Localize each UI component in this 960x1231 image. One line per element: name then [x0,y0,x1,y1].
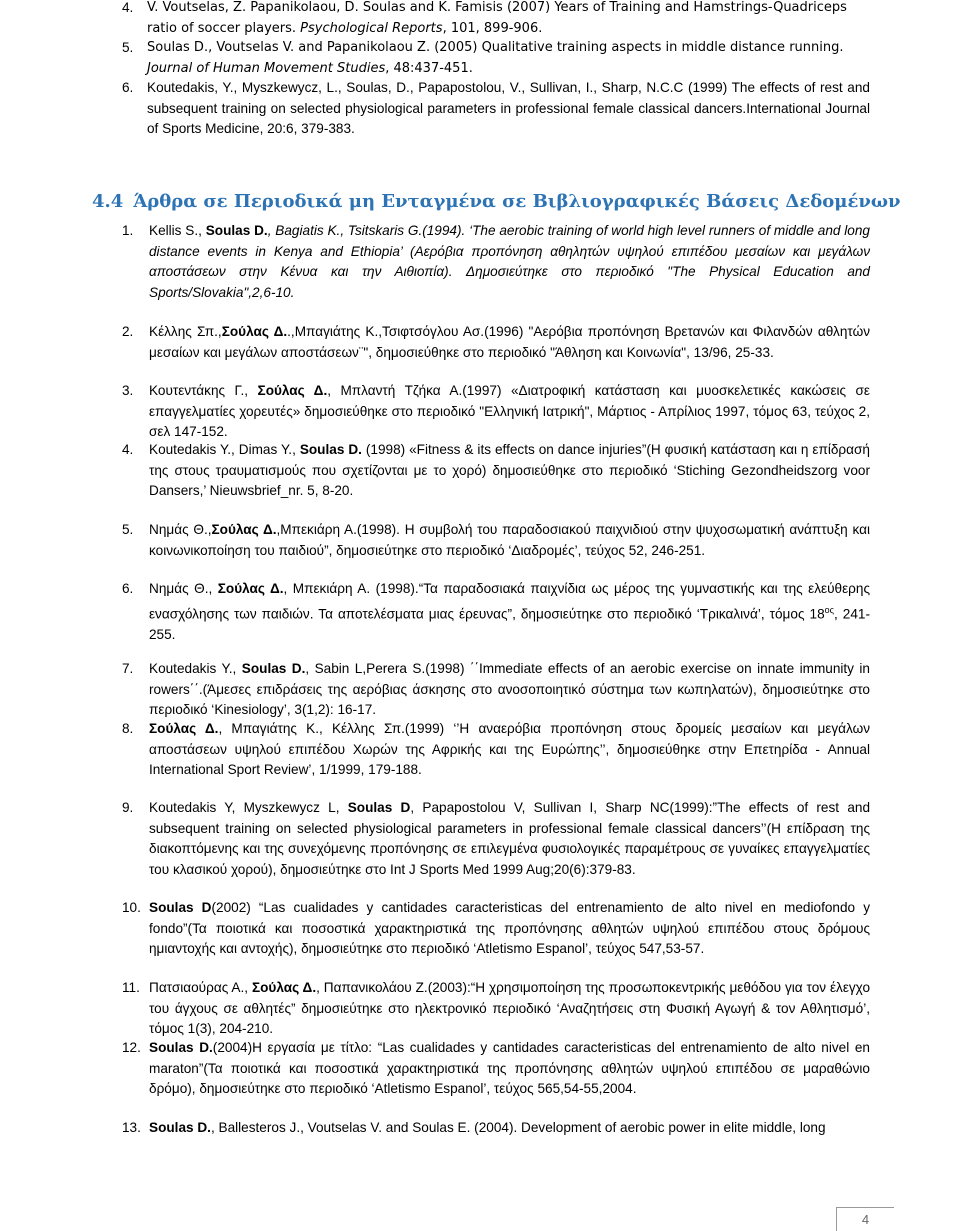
ref-author-highlight: Soulas D. [149,1120,211,1135]
ref-author-highlight: Σούλας Δ. [149,721,219,736]
ref-text: , Papapostolou V, Sullivan I, Sharp NC(1999):”The effects of rest and subsequent training on selected physiological parameters in professional female classical dancers’’(Η επίδραση της διακοπτόμενης και της συνεχόμενης προπόνησης σε επιλεγμένα φυσιολογικές παραμέτρους σε γυναίκες επαγγελματίες του κλασικού χορού), δημοσιεύτηκε στο Int J Sports Med 1999 Aug;20(6):379-83. [149,800,870,877]
ref-text: (1998) «Fitness & its effects on dance injuries”(Η φυσική κατάσταση και η επίδρασή της στους τραυματισμούς που σχετίζονται με το χορό) δημοσιεύθηκε στο περιοδικό ‘Stiching Gezondheidszorg voor Dansers,’ Nieuwsbrief_nr. 5, 8-20. [149,442,870,498]
reference-item [122,322,870,363]
ref-author-highlight: Soulas D. [149,1040,213,1055]
ref-number: 11. [122,980,140,995]
ref-body [149,579,870,645]
ref-authors: Κουτεντάκης Γ., [149,383,258,398]
ref-body [149,978,870,1040]
top-ref-4 [122,0,870,39]
ref-text: V. Voutselas, Z. Papanikolaou, D. Soulas and K. Famisis (2007) Years of Training and Hamstrings-Quadriceps ratio of soccer players. [147,0,847,36]
reference-item [122,978,870,1040]
page-number-box [836,1207,894,1231]
ref-number: 6. [122,581,134,596]
ref-tail: , 101, 899-906. [442,20,543,36]
ref-text: Soulas D., Voutselas V. and Papanikolaou Z. (2005) Qualitative training aspects in middle distance running. [147,40,844,55]
reference-item [122,520,870,561]
ref-authors: Koutedakis Y, Myszkewycz L, [149,800,348,815]
ref-text: , Ballesteros J., Voutselas V. and Soulas E. (2004). Development of aerobic power in elite middle, long [210,1120,826,1135]
ref-text: , Μπλαντή Τζήκα Α.(1997) «Διατροφική κατάσταση και μυοσκελετικές κακώσεις σε επαγγελματίες χορευτές» δημοσιεύθηκε στο περιοδικό "Ελληνική Ιατρική", Μάρτιος - Απρίλιος 1997, τόμος 63, τεύχος 2, σελ 147-152. [149,383,870,439]
ref-authors: Κέλλης Σπ., [149,324,222,339]
reference-item [122,719,870,781]
ref-number: 1. [122,223,134,238]
ref-text: , Μπεκιάρη Α. (1998).“Τα παραδοσιακά παιχνίδια ως μέρος της γυμναστικής και της ελεύθερης ενασχόλησης των παιδιών. Τα αποτελέσματα μιας έρευνας”, δημοσιεύτηκε στο περιοδικό ‘Τρικαλινά’, τόμος 18 [149,581,871,622]
ref-text: , Παπανικολάου Ζ.(2003):“Η χρησιμοποίηση της προσωποκεντρικής μεθόδου για τον έλεγχο του άγχους σε αθλητές” δημοσιεύτηκε στο ηλεκτρονικό περιοδικό ‘Αναζητήσεις στη Φυσική Αγωγή & τον Αθλητισμό’, τόμος 1(3), 204-210. [149,980,871,1036]
ref-number: 12. [122,1040,141,1055]
ref-number: 4. [122,0,134,15]
ref-author-highlight: Soulas D [347,800,411,815]
reference-item [122,1038,870,1100]
reference-item [122,440,870,502]
ref-body [149,221,870,303]
ref-tail: , 48:437-451. [385,60,473,76]
ref-superscript: ος [824,604,834,615]
ref-author-highlight: Σούλας Δ. [221,324,288,339]
ref-body [149,440,870,502]
ref-body [149,322,870,363]
ref-body [149,659,870,721]
ref-journal: Journal of Human Movement Studies [147,60,386,76]
ref-body [149,1038,870,1100]
ref-author-highlight: Soulas D. [241,661,306,676]
ref-authors: Πατσιαούρας Α., [149,980,252,995]
ref-authors: Νημάς Θ., [149,522,212,537]
ref-body [149,898,870,960]
ref-author-highlight: Σούλας Δ. [211,522,277,537]
ref-author-highlight: Σούλας Δ. [251,980,317,995]
ref-text: (2002) “Las cualidades y cantidades caracteristicas del entrenamiento de alto nivel en mediofondo y fondo”(Τα ποιοτικά και ποσοστικά χαρακτηριστικά της προπόνησης αθλητών υψηλού επιπέδου στους δρόμους ημιαντοχής και αντοχής), δημοσιεύτηκε στο περιοδικό ‘Atletismo Espanol’, τεύχος 547,53-57. [149,900,870,956]
ref-body [149,1118,870,1139]
ref-number: 10. [122,900,141,915]
ref-number: 8. [122,721,134,736]
ref-author-highlight: Σούλας Δ. [217,581,284,596]
ref-body [149,719,870,781]
reference-item [122,1118,870,1139]
ref-text: (2004)Η εργασία με τίτλο: “Las cualidades y cantidades caracteristicas del entrenamiento de alto nivel en maraton”(Τα ποιοτικά και ποσοστικά χαρακτηριστικά της προπόνησης αθλητών υψηλού επιπέδου σε μαραθώνιο δρόμο), δημοσιεύτηκε στο περιοδικό ‘Atletismo Espanol’, τεύχος 565,54-55,2004. [149,1040,870,1096]
ref-number: 13. [122,1120,141,1135]
ref-text: ,Μπεκιάρη Α.(1998). Η συμβολή του παραδοσιακού παιχνιδιού στην ψυχοσωματική ανάπτυξη και κοινωνικοποίηση του παιδιού”, δημοσιεύτηκε στο περιοδικό ‘Διαδρομές’, τεύχος 52, 246-251. [149,522,871,558]
page-number: 4 [861,1212,870,1227]
ref-author-highlight: Soulas D. [205,223,268,238]
reference-item [122,381,870,443]
reference-item [122,221,870,303]
ref-text: .,Μπαγιάτης Κ.,Τσιφτσόγλου Ασ.(1996) "Αερόβια προπόνηση Βρετανών και Φιλανδών αθλητών μεσαίων και μεγάλων αποστάσεων¨", δημοσιεύθηκε στο περιοδικό "Άθληση και Κοινωνία", 13/96, 25-33. [149,324,871,360]
reference-item [122,579,870,645]
ref-text: , Bagiatis K., Tsitskaris G.(1994). ‘The aerobic training of world high level runners of middle and long distance events in Kenya and Ethiopia’ (Αερόβια προπόνηση αθηλητών υψηλού επιπέδου μεσαίων και μεγάλων αποστάσεων στην Κένυα και την Αιθιοπία). Δημοσιεύτηκε στο περιοδικό "The Physical Education and Sports/Slovakia",2,6-10. [149,223,870,300]
ref-body [149,798,870,880]
ref-number: 2. [122,324,134,339]
ref-body [149,381,870,443]
ref-journal: Psychological Reports [300,20,443,36]
ref-number: 4. [122,442,134,457]
section-title: Άρθρα σε Περιοδικά μη Ενταγμένα σε Βιβλιογραφικές Βάσεις Δεδομένων [133,191,901,212]
ref-authors: Νημάς Θ., [149,581,218,596]
ref-authors: Kellis S., [149,223,206,238]
section-heading [92,191,901,212]
ref-text: , Sabin L,Perera S.(1998) ΄΄Immediate effects of an aerobic exercise on innate immunity in rowers΄΄.(Άμεσες επιδράσεις της αερόβιας άσκησης στο ανοσοποιητικό σύστημα των κωπηλατών), δημοσιεύτηκε στο περιοδικό ‘Kinesiology’, 3(1,2): 16-17. [149,661,870,717]
ref-number: 5. [122,522,134,537]
ref-author-highlight: Soulas D. [299,442,362,457]
ref-number: 9. [122,800,134,815]
ref-number: 6. [122,80,134,95]
ref-number: 3. [122,383,134,398]
top-ref-6 [122,78,870,140]
reference-item [122,898,870,960]
ref-text: Koutedakis, Y., Myszkewycz, L., Soulas, D., Papapostolou, V., Sullivan, I., Sharp, N.C.C (1999) The effects of rest and subsequent training on selected physiological parameters in professional female classical dancers.International Journal of Sports Medicine, 20:6, 379-383. [147,80,870,136]
ref-body [149,520,870,561]
ref-author-highlight: Soulas D [149,900,212,915]
ref-text-end: , 241-255. [149,606,870,642]
section-number: 4.4 [92,191,124,212]
ref-number: 7. [122,661,134,676]
top-ref-5 [122,38,870,79]
ref-authors: Koutedakis Y., [149,661,242,676]
ref-text: , Μπαγιάτης Κ., Κέλλης Σπ.(1999) ‘’Η αναερόβια προπόνηση στους δρομείς μεσαίων και μεγάλων αποστάσεων υψηλού επιπέδου Χωρών της Αφρικής και της Ευρώπης’’, δημοσιεύθηκε στην Επετηρίδα - Annual International Sport Review’, 1/1999, 179-188. [149,721,870,777]
ref-author-highlight: Σούλας Δ. [257,383,328,398]
ref-authors: Koutedakis Y., Dimas Y., [149,442,300,457]
reference-item [122,798,870,880]
reference-item [122,659,870,721]
ref-number: 5. [122,40,134,55]
